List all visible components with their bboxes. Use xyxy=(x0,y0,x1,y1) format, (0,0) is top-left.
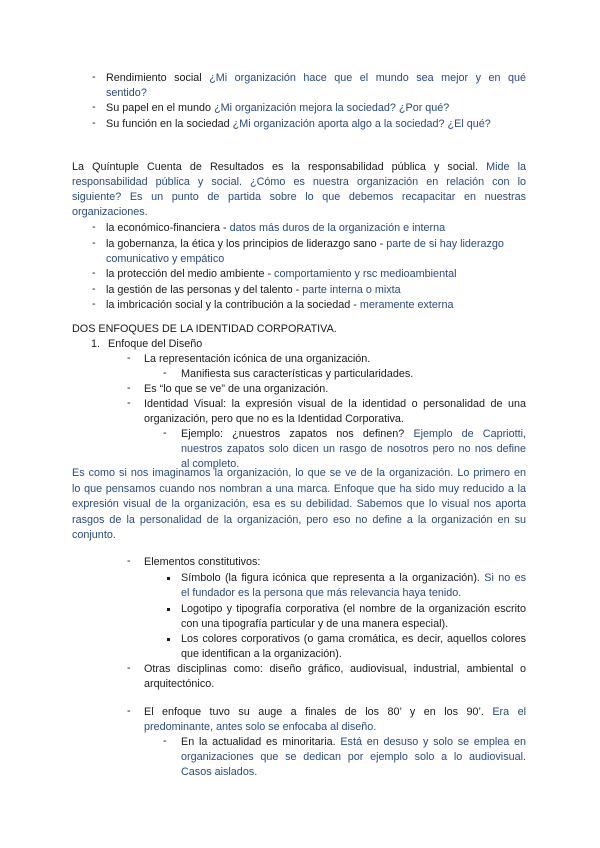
quintuple-item xyxy=(106,298,453,313)
auge-note: Era el xyxy=(492,706,526,718)
item-note: parte interna o mixta xyxy=(302,284,401,296)
bullet-square xyxy=(167,608,170,611)
auge-line-2: predominante, antes solo se enfocaba al diseño. xyxy=(144,721,377,733)
item-note: parte de si hay liderazgo xyxy=(386,238,504,250)
item-label: la imbricación social y la contribución a la sociedad - xyxy=(106,299,360,311)
bullet-dash: - xyxy=(127,662,131,674)
logo-line-1: Logotipo y tipografía corporativa (el nombre de la organización escrito xyxy=(181,603,526,615)
ejemplo-note: Ejemplo de Capriotti, xyxy=(413,428,526,440)
para-line-2: lo que pensamos cuando nos nombran a una marca. Enfoque que ha sido muy reducido a la xyxy=(72,483,526,495)
iv-line-1: Identidad Visual: la expresión visual de la identidad o personalidad de una xyxy=(144,398,526,410)
minoritaria-line-3: Casos aislados. xyxy=(181,766,258,778)
auge-line-1 xyxy=(144,705,526,720)
bullet-dash: - xyxy=(163,427,167,439)
quintuple-item xyxy=(106,237,504,252)
elementos-title: Elementos constitutivos: xyxy=(144,556,261,568)
bullet-dash: - xyxy=(92,283,96,295)
quintuple-line-1 xyxy=(72,160,526,175)
bullet-question: ¿Mi organización hace que el mundo sea mejor y en qué xyxy=(209,72,526,84)
ejemplo-line-3: al completo. xyxy=(181,458,240,470)
item-note: datos más duros de la organización e interna xyxy=(229,222,446,234)
bullet-square xyxy=(167,638,170,641)
bullet-label: Su función en la sociedad xyxy=(106,118,233,130)
section-heading: DOS ENFOQUES DE LA IDENTIDAD CORPORATIVA. xyxy=(72,323,337,335)
quintuple-line-4: organizaciones. xyxy=(72,206,148,218)
para-line-3: expresión visual de la organización, esa es su debilidad. Sabemos que lo visual nos aporta xyxy=(72,498,526,510)
bullet-dash: - xyxy=(163,735,167,747)
simbolo-note: Si no es xyxy=(484,572,527,584)
rep-sub-text: Manifiesta sus características y particularidades. xyxy=(181,368,414,380)
item-label: la gestión de las personas y del talento - xyxy=(106,284,303,296)
bullet-dash: - xyxy=(127,705,131,717)
colores-line-1: Los colores corporativos (o gama cromática, es decir, aquellos colores xyxy=(181,633,526,645)
bullet-papel xyxy=(106,101,449,116)
quintuple-item xyxy=(106,283,401,298)
otras-line-2: arquitectónico. xyxy=(144,678,215,690)
colores-line-2: que identifican a la organización). xyxy=(181,648,342,660)
para-line-5: conjunto. xyxy=(72,529,116,541)
bullet-dash: - xyxy=(127,382,131,394)
bullet-dash: - xyxy=(127,397,131,409)
bullet-dash: - xyxy=(127,352,131,364)
item-label: la gobernanza, la ética y los principios de liderazgo sano - xyxy=(106,238,387,250)
minoritaria-line-2: organizaciones que se dedican por ejemplo solo a lo audiovisual. xyxy=(181,751,526,763)
para-line-1: Es como si nos imaginamos la organización, lo que se ve de la organización. Lo primero en xyxy=(72,467,526,479)
bullet-dash: - xyxy=(92,221,96,233)
bullet-funcion xyxy=(106,117,491,132)
bullet-square xyxy=(167,577,170,580)
bullet-dash: - xyxy=(163,367,167,379)
ejemplo-question: Ejemplo: ¿nuestros zapatos nos definen? xyxy=(181,428,405,440)
minoritaria-note: Está en desuso y solo se emplea en xyxy=(340,736,527,748)
logo-line-2: con una tipografía particular y de una manera especial). xyxy=(181,618,449,630)
ejemplo-line-2: nuestros zapatos solo dicen un rasgo de nosotros pero no nos define xyxy=(181,443,526,455)
otras-line-1: Otras disciplinas como: diseño gráfico, audiovisual, industrial, ambiental o xyxy=(144,663,526,675)
bullet-dash: - xyxy=(92,237,96,249)
es-text: Es “lo que se ve” de una organización. xyxy=(144,383,329,395)
quintuple-item xyxy=(106,267,456,282)
item-note: comportamiento y rsc medioambiental xyxy=(274,268,457,280)
minoritaria-text: En la actualidad es minoritaria. xyxy=(181,736,336,748)
quintuple-line-2: responsabilidad pública y social. ¿Cómo es nuestra organización en relación con lo xyxy=(72,176,526,188)
bullet-dash: - xyxy=(92,101,96,113)
quintuple-intro: La Quíntuple Cuenta de Resultados es la responsabilidad pública y social. xyxy=(72,161,479,173)
auge-text: El enfoque tuvo su auge a finales de los 80’ y en los 90’. xyxy=(144,706,484,718)
bullet-dash: - xyxy=(92,298,96,310)
iv-line-2: organización, pero que no es la Identidad Corporativa. xyxy=(144,413,404,425)
item-note: meramente externa xyxy=(359,299,454,311)
quintuple-intro-blue: Mide la xyxy=(486,161,527,173)
rep-text: La representación icónica de una organización. xyxy=(144,353,371,365)
item-note-cont: comunicativo y empático xyxy=(106,253,225,265)
item-label: la económico-financiera - xyxy=(106,222,230,234)
bullet-dash: - xyxy=(92,117,96,129)
para-line-4: rasgos de la personalidad de la organización, pero eso no define a la organización en su xyxy=(72,514,526,526)
bullet-question-cont: sentido? xyxy=(106,87,147,99)
bullet-question: ¿Mi organización aporta algo a la sociedad? ¿El qué? xyxy=(232,118,491,130)
bullet-dash: - xyxy=(92,267,96,279)
bullet-label: Su papel en el mundo xyxy=(106,102,215,114)
bullet-label: Rendimiento social xyxy=(106,72,210,84)
section-title: Enfoque del Diseño xyxy=(108,338,203,350)
minoritaria-line-1 xyxy=(181,735,526,750)
quintuple-item xyxy=(106,221,445,236)
bullet-question: ¿Mi organización mejora la sociedad? ¿Por qué? xyxy=(214,102,450,114)
simbolo-line-2: el fundador es la persona que más relevancia haya tenido. xyxy=(181,587,462,599)
bullet-rendimiento xyxy=(106,71,526,86)
bullet-dash: - xyxy=(92,71,96,83)
quintuple-line-3: siguiente? Es un punto de partida sobre lo que debemos recapacitar en nuestras xyxy=(72,191,526,203)
item-label: la protección del medio ambiente - xyxy=(106,268,275,280)
section-number: 1. xyxy=(91,338,101,350)
bullet-dash: - xyxy=(127,555,131,567)
simbolo-line-1 xyxy=(181,571,526,586)
simbolo-text: Símbolo (la figura icónica que representa a la organización). xyxy=(181,572,480,584)
ejemplo-line-1 xyxy=(181,427,526,442)
